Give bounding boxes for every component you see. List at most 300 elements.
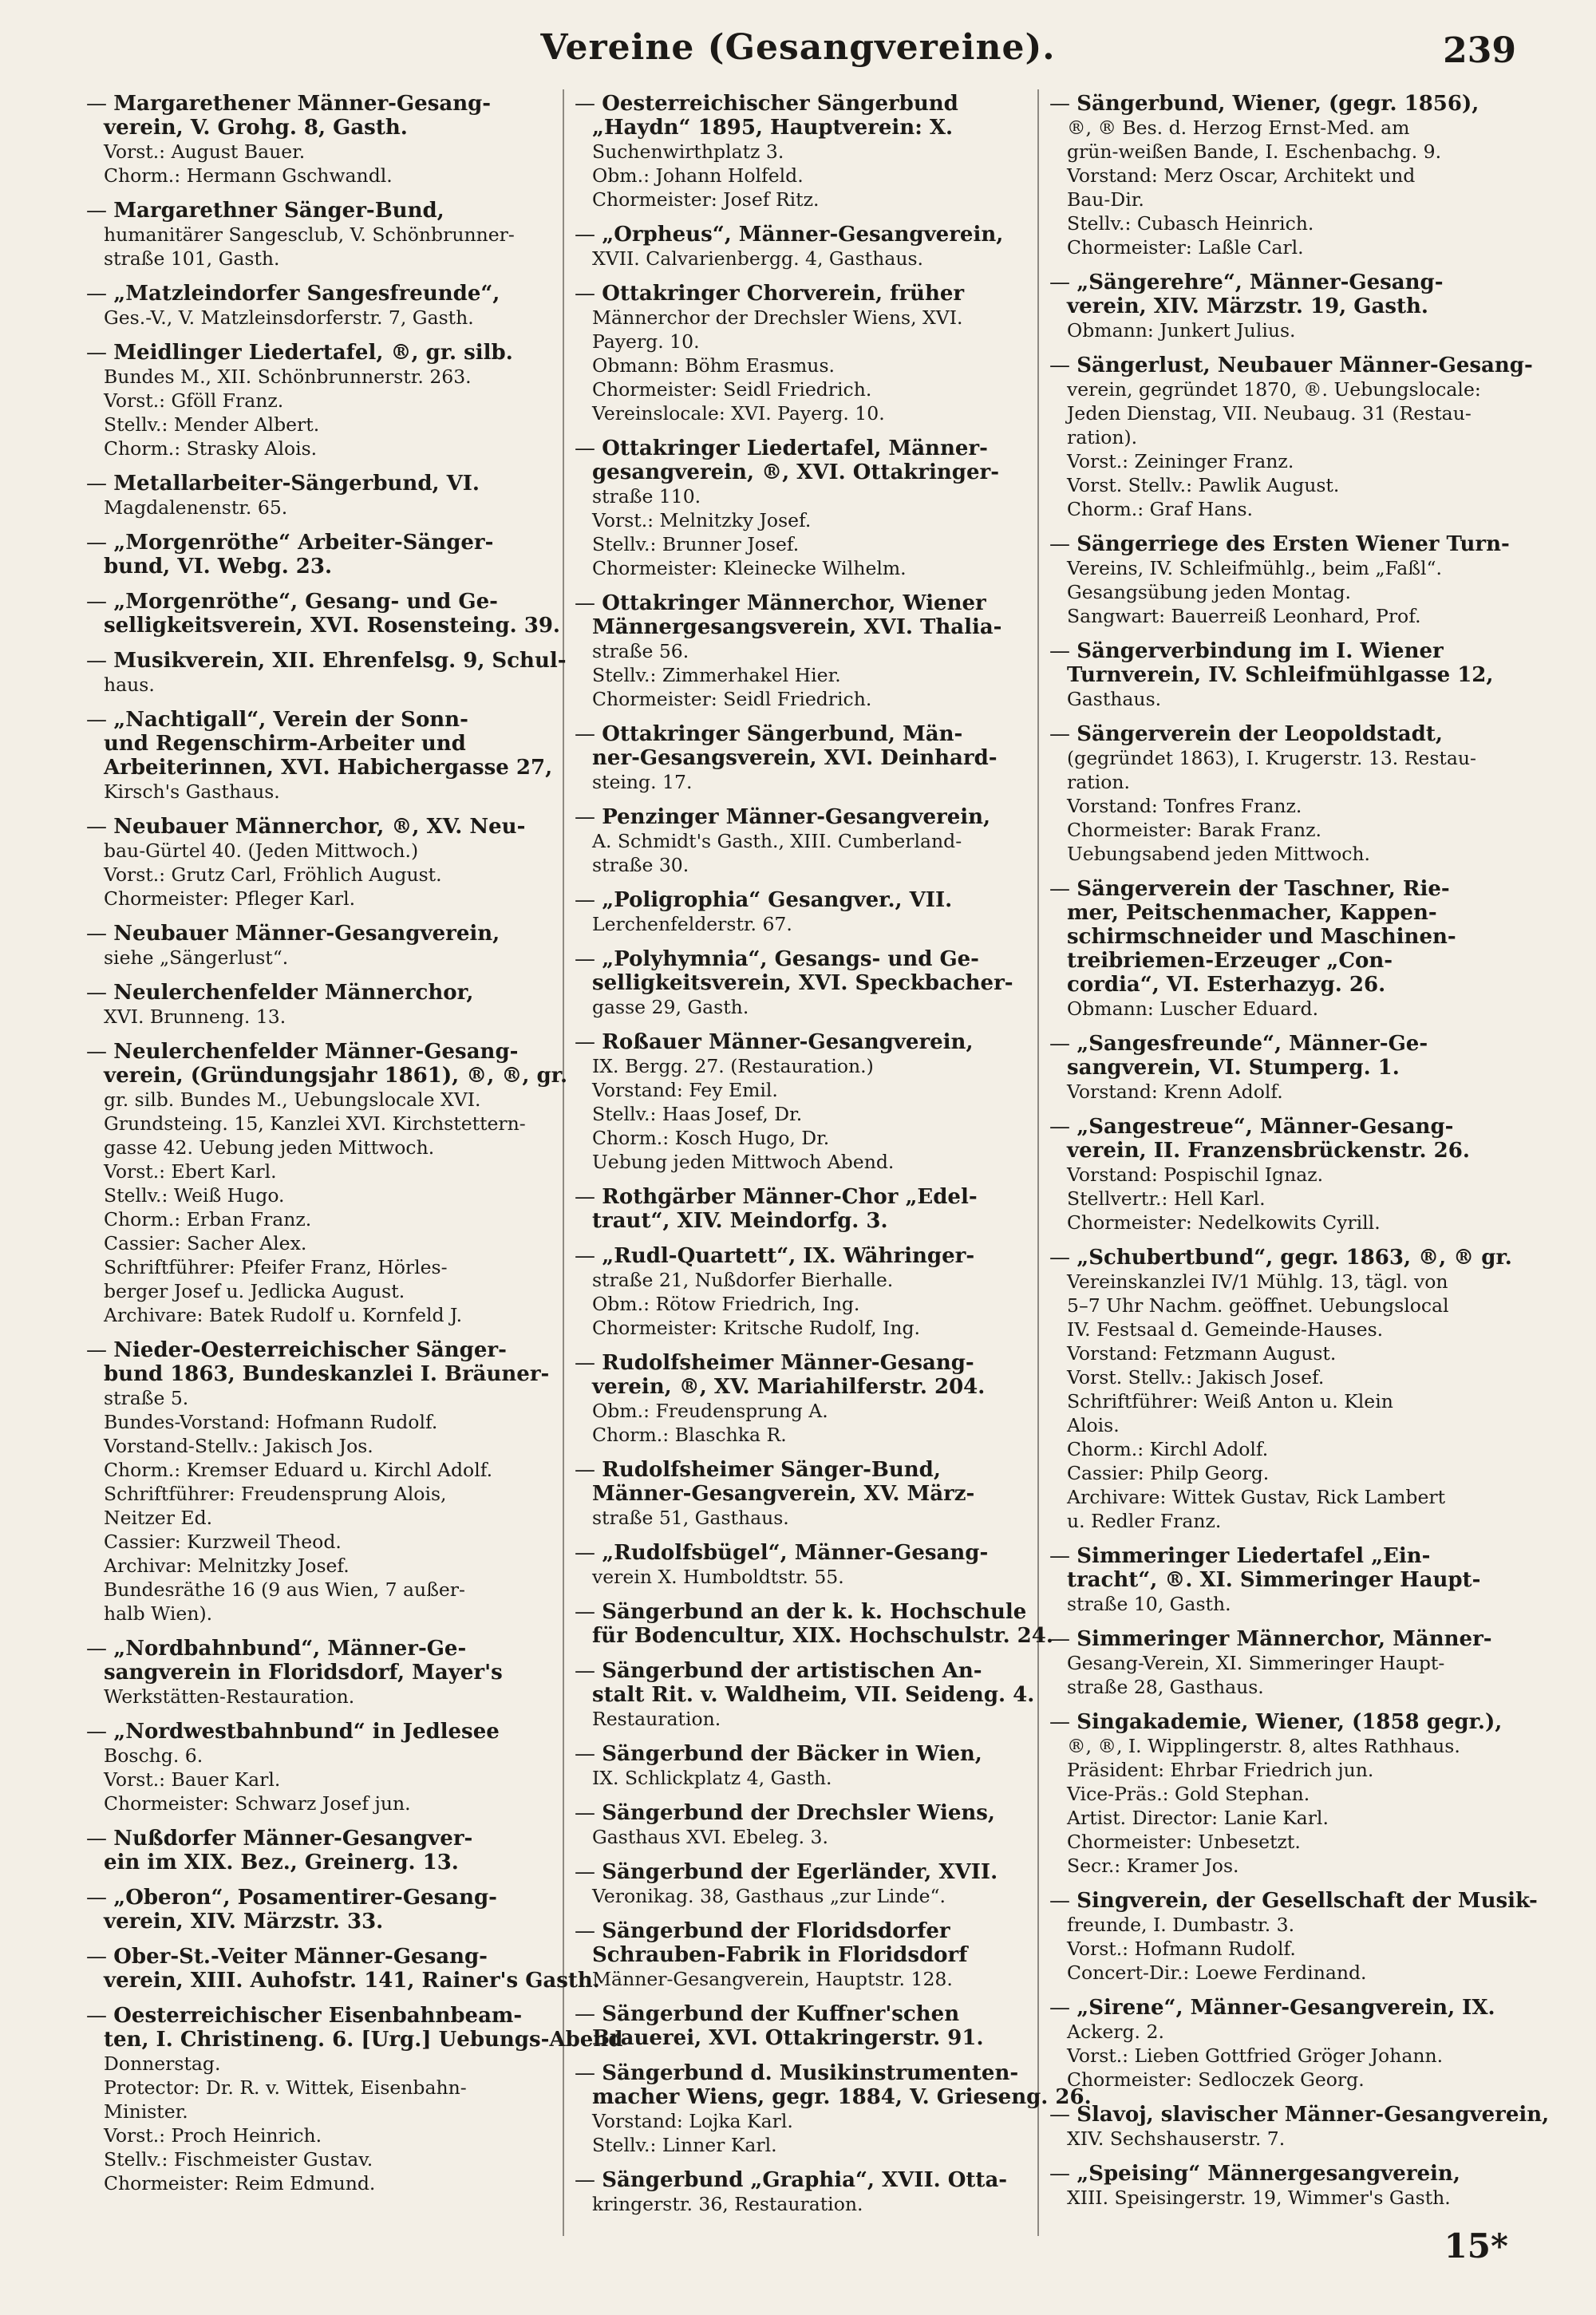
entry-detail: verein, II. Franzensbrückenstr. 26.: [1067, 1139, 1470, 1163]
directory-entry: [575, 1659, 1053, 1731]
entry-detail: verein, XIV. Märzstr. 19, Gasth.: [1067, 294, 1428, 318]
entry-name: — Sängerverbindung im I. Wiener: [1067, 639, 1528, 663]
entry-detail: Ackerg. 2.: [1067, 2021, 1164, 2043]
entry-detail: Vereins, IV. Schleifmühlg., beim „Faßl“.: [1067, 557, 1442, 579]
directory-entry: [575, 437, 1053, 580]
entry-detail: u. Redler Franz.: [1067, 1510, 1222, 1532]
entry-detail: Archivar: Melnitzky Josef.: [104, 1555, 350, 1577]
entry-name: — Rothgärber Männer-Chor „Edel-: [592, 1185, 1053, 1209]
entry-detail: Archivare: Batek Rudolf u. Kornfeld J.: [104, 1304, 463, 1326]
entry-detail: stalt Rit. v. Waldheim, VII. Seideng. 4.: [592, 1683, 1035, 1707]
directory-entry: [575, 722, 1053, 794]
entry-detail: „Haydn“ 1895, Hauptverein: X.: [592, 116, 954, 140]
entry-detail: Stellv.: Fischmeister Gustav.: [104, 2148, 373, 2171]
entry-detail: Vorstand: Krenn Adolf.: [1067, 1080, 1283, 1103]
directory-entry: [1049, 1627, 1528, 1699]
entry-detail: Donnerstag.: [104, 2052, 221, 2075]
entry-name: — Sängerriege des Ersten Wiener Turn-: [1067, 532, 1528, 556]
entry-detail: bau-Gürtel 40. (Jeden Mittwoch.): [104, 839, 419, 862]
entry-detail: Artist. Director: Lanie Karl.: [1067, 1807, 1329, 1829]
entry-detail: bund 1863, Bundeskanzlei I. Bräuner-: [104, 1362, 550, 1386]
directory-entry: [86, 92, 565, 188]
directory-entry: [86, 981, 565, 1029]
entry-detail: Vorst. Stellv.: Jakisch Josef.: [1067, 1366, 1325, 1389]
column-right: [1049, 92, 1550, 2246]
entry-detail: Sangwart: Bauerreiß Leonhard, Prof.: [1067, 605, 1421, 627]
entry-name: — Nußdorfer Männer-Gesangver-: [104, 1827, 565, 1851]
entry-name: — Ottakringer Liedertafel, Männer-: [592, 437, 1053, 460]
entry-detail: Chormeister: Sedloczek Georg.: [1067, 2068, 1365, 2091]
entry-detail: Männer-Gesangverein, Hauptstr. 128.: [592, 1968, 953, 1990]
entry-detail: kringerstr. 36, Restauration.: [592, 2193, 863, 2215]
entry-detail: Vereinslocale: XVI. Payerg. 10.: [592, 402, 885, 425]
entry-detail: straße 101, Gasth.: [104, 247, 280, 270]
column-left: [86, 92, 623, 2246]
entry-detail: Chorm.: Blaschka R.: [592, 1424, 787, 1446]
entry-name: — „Sängerehre“, Männer-Gesang-: [1067, 271, 1528, 294]
entry-name: — Sängerverein der Taschner, Rie-: [1067, 877, 1528, 901]
entry-detail: Chormeister: Unbesetzt.: [1067, 1831, 1301, 1853]
entry-detail: Magdalenenstr. 65.: [104, 496, 288, 519]
entry-detail: Männerchor der Drechsler Wiens, XVI.: [592, 306, 963, 329]
entry-detail: Cassier: Sacher Alex.: [104, 1232, 307, 1254]
entry-name: — Ottakringer Chorverein, früher: [592, 282, 1053, 306]
entry-detail: Vorst.: Zeininger Franz.: [1067, 450, 1294, 472]
entry-detail: verein, XIII. Auhofstr. 141, Rainer's Gasth.: [104, 1969, 600, 1993]
entry-detail: Brauerei, XVI. Ottakringerstr. 91.: [592, 2026, 984, 2050]
entry-detail: verein, gegründet 1870, ®. Uebungslocale:: [1067, 378, 1481, 401]
entry-detail: IV. Festsaal d. Gemeinde-Hauses.: [1067, 1318, 1384, 1341]
directory-entry: [575, 591, 1053, 711]
directory-entry: [575, 2168, 1053, 2216]
entry-name: — Sängerbund der Drechsler Wiens,: [592, 1801, 1053, 1825]
entry-detail: cordia“, VI. Esterhazyg. 26.: [1067, 973, 1386, 997]
entry-detail: Bau-Dir.: [1067, 188, 1144, 211]
directory-entry: [86, 2004, 623, 2195]
directory-entry: [1049, 92, 1528, 259]
entry-name: — „Orpheus“, Männer-Gesangverein,: [592, 223, 1053, 247]
entry-detail: Schriftführer: Pfeifer Franz, Hörles-: [104, 1256, 448, 1278]
entry-detail: Vorstand: Lojka Karl.: [592, 2110, 793, 2132]
entry-detail: Arbeiterinnen, XVI. Habichergasse 27,: [104, 756, 553, 780]
entry-detail: Bundes-Vorstand: Hofmann Rudolf.: [104, 1411, 438, 1433]
entry-detail: Vorst.: Hofmann Rudolf.: [1067, 1938, 1296, 1960]
entry-detail: verein, ®, XV. Mariahilferstr. 204.: [592, 1375, 986, 1399]
entry-detail: Obmann: Luscher Eduard.: [1067, 998, 1319, 1020]
entry-detail: Vorst. Stellv.: Pawlik August.: [1067, 474, 1340, 496]
entry-name: — „Nordbahnbund“, Männer-Ge-: [104, 1637, 565, 1661]
entry-detail: Restauration.: [592, 1708, 721, 1730]
directory-entry: [575, 1742, 1053, 1790]
entry-detail: steing. 17.: [592, 771, 693, 793]
entry-detail: Chormeister: Barak Franz.: [1067, 819, 1322, 841]
directory-entry: [575, 1351, 1053, 1447]
entry-detail: Gesang-Verein, XI. Simmeringer Haupt-: [1067, 1652, 1445, 1674]
directory-entry: [575, 1244, 1053, 1340]
entry-name: — Ottakringer Männerchor, Wiener: [592, 591, 1053, 615]
entry-detail: XVII. Calvarienbergg. 4, Gasthaus.: [592, 247, 923, 270]
directory-entry: [86, 649, 565, 697]
entry-detail: Stellv.: Haas Josef, Dr.: [592, 1103, 803, 1125]
entry-detail: Kirsch's Gasthaus.: [104, 780, 280, 803]
entry-name: — Sängerlust, Neubauer Männer-Gesang-: [1067, 354, 1528, 377]
directory-entry: [1049, 722, 1528, 866]
directory-entry: [1049, 1032, 1528, 1104]
entry-detail: ten, I. Christineng. 6. [Urg.] Uebungs-Abend: [104, 2028, 623, 2052]
entry-detail: straße 30.: [592, 854, 689, 876]
entry-detail: IX. Schlickplatz 4, Gasth.: [592, 1767, 832, 1789]
entry-detail: Grundsteing. 15, Kanzlei XVI. Kirchstettern-: [104, 1112, 526, 1135]
entry-detail: siehe „Sängerlust“.: [104, 946, 289, 969]
entry-name: — „Sirene“, Männer-Gesangverein, IX.: [1067, 1996, 1528, 2020]
entry-detail: Vorst.: Gföll Franz.: [104, 389, 284, 412]
entry-detail: Obm.: Rötow Friedrich, Ing.: [592, 1293, 860, 1315]
entry-detail: bund, VI. Webg. 23.: [104, 555, 333, 579]
entry-detail: Chormeister: Kleinecke Wilhelm.: [592, 557, 907, 579]
entry-name: — Neulerchenfelder Männerchor,: [104, 981, 565, 1005]
entry-name: — Sängerbund „Graphia“, XVII. Otta-: [592, 2168, 1053, 2192]
directory-entry: [575, 2061, 1092, 2157]
entry-detail: selligkeitsverein, XVI. Speckbacher-: [592, 971, 1013, 995]
entry-detail: Vorstand-Stellv.: Jakisch Jos.: [104, 1435, 373, 1457]
entry-detail: Bundes M., XII. Schönbrunnerstr. 263.: [104, 365, 472, 388]
entry-name: — Sängerbund an der k. k. Hochschule: [592, 1600, 1053, 1624]
directory-entry: [575, 805, 1053, 877]
entry-detail: berger Josef u. Jedlicka August.: [104, 1280, 405, 1302]
entry-name: — Rudolfsheimer Männer-Gesang-: [592, 1351, 1053, 1375]
entry-detail: gasse 29, Gasth.: [592, 996, 749, 1018]
entry-detail: Stellv.: Zimmerhakel Hier.: [592, 664, 841, 686]
entry-name: — „Rudl-Quartett“, IX. Währinger-: [592, 1244, 1053, 1268]
entry-name: — „Rudolfsbügel“, Männer-Gesang-: [592, 1541, 1053, 1565]
entry-detail: Uebung jeden Mittwoch Abend.: [592, 1151, 895, 1173]
page-number: 239: [1443, 30, 1516, 71]
directory-entry: [86, 199, 565, 271]
directory-entry: [1049, 1246, 1528, 1533]
directory-entry: [86, 341, 565, 460]
directory-entry: [86, 1720, 565, 1815]
directory-entry: [575, 1860, 1053, 1908]
entry-detail: Chormeister: Kritsche Rudolf, Ing.: [592, 1317, 920, 1339]
directory-entry: [575, 92, 1053, 211]
entry-name: — Sängerbund der Floridsdorfer: [592, 1919, 1053, 1943]
entry-detail: Stellv.: Cubasch Heinrich.: [1067, 212, 1314, 235]
entry-name: — „Oberon“, Posamentirer-Gesang-: [104, 1886, 565, 1910]
directory-entry: [86, 531, 565, 579]
entry-detail: halb Wien).: [104, 1602, 213, 1625]
directory-entry: [86, 282, 565, 330]
entry-detail: haus.: [104, 674, 155, 696]
entry-name: — Simmeringer Liedertafel „Ein-: [1067, 1544, 1528, 1568]
entry-name: — Sängerbund der Bäcker in Wien,: [592, 1742, 1053, 1766]
entry-detail: Chormeister: Laßle Carl.: [1067, 236, 1304, 259]
entry-detail: Vorst.: Bauer Karl.: [104, 1768, 281, 1791]
entry-detail: Chorm.: Hermann Gschwandl.: [104, 164, 393, 187]
entry-detail: Stellv.: Brunner Josef.: [592, 533, 800, 555]
entry-detail: straße 5.: [104, 1387, 189, 1409]
entry-detail: für Bodencultur, XIX. Hochschulstr. 24.: [592, 1624, 1053, 1648]
entry-detail: ration.: [1067, 771, 1130, 793]
directory-entry: [86, 590, 565, 638]
entry-name: — Sängerbund der Egerländer, XVII.: [592, 1860, 1053, 1884]
entry-detail: ner-Gesangsverein, XVI. Deinhard-: [592, 746, 998, 770]
entry-detail: selligkeitsverein, XVI. Rosensteing. 39.: [104, 614, 560, 638]
entry-name: — „Morgenröthe“, Gesang- und Ge-: [104, 590, 565, 614]
entry-name: — Metallarbeiter-Sängerbund, VI.: [104, 472, 565, 496]
directory-entry: [1049, 2162, 1528, 2210]
entry-detail: tracht“, ®. XI. Simmeringer Haupt-: [1067, 1568, 1481, 1592]
entry-name: — „Matzleindorfer Sangesfreunde“,: [104, 282, 565, 306]
directory-entry: [86, 1040, 568, 1327]
entry-name: — „Sangesfreunde“, Männer-Ge-: [1067, 1032, 1528, 1056]
entry-name: — „Morgenröthe“ Arbeiter-Sänger-: [104, 531, 565, 555]
entry-detail: gr. silb. Bundes M., Uebungslocale XVI.: [104, 1088, 481, 1111]
entry-detail: (gegründet 1863), I. Krugerstr. 13. Restau-: [1067, 747, 1476, 769]
entry-name: — „Nordwestbahnbund“ in Jedlesee: [104, 1720, 565, 1744]
entry-name: — Penzinger Männer-Gesangverein,: [592, 805, 1053, 829]
entry-detail: Boschg. 6.: [104, 1744, 203, 1767]
directory-entry: [1049, 1115, 1528, 1235]
directory-entry: [86, 1637, 565, 1709]
column-middle: [575, 92, 1092, 2246]
entry-detail: gesangverein, ®, XVI. Ottakringer-: [592, 460, 999, 484]
entry-detail: Chorm.: Erban Franz.: [104, 1208, 312, 1231]
directory-entry: [86, 1886, 565, 1934]
entry-name: — Neulerchenfelder Männer-Gesang-: [104, 1040, 565, 1064]
entry-detail: humanitärer Sangesclub, V. Schönbrunner-: [104, 223, 515, 246]
entry-detail: Obm.: Freudensprung A.: [592, 1400, 828, 1422]
entry-name: — Rudolfsheimer Sänger-Bund,: [592, 1458, 1053, 1482]
entry-detail: Vorst.: Lieben Gottfried Gröger Johann.: [1067, 2044, 1444, 2067]
entry-detail: verein, XIV. Märzstr. 33.: [104, 1910, 384, 1934]
entry-detail: Obm.: Johann Holfeld.: [592, 164, 804, 187]
entry-name: — „Schubertbund“, gegr. 1863, ®, ® gr.: [1067, 1246, 1528, 1270]
entry-name: — Ober-St.-Veiter Männer-Gesang-: [104, 1945, 565, 1969]
entry-detail: Chormeister: Reim Edmund.: [104, 2172, 376, 2195]
entry-detail: Lerchenfelderstr. 67.: [592, 913, 792, 935]
entry-detail: Chormeister: Pfleger Karl.: [104, 887, 356, 910]
entry-detail: Obmann: Böhm Erasmus.: [592, 354, 835, 377]
entry-detail: Stellv.: Linner Karl.: [592, 2134, 777, 2156]
entry-name: — Slavoj, slavischer Männer-Gesangverein,: [1067, 2103, 1528, 2127]
entry-detail: straße 28, Gasthaus.: [1067, 1676, 1264, 1698]
entry-detail: sangverein in Floridsdorf, Mayer's: [104, 1661, 503, 1685]
page-title: Vereine (Gesangvereine).: [540, 27, 1056, 68]
entry-name: — Neubauer Männerchor, ®, XV. Neu-: [104, 815, 565, 839]
entry-name: — Margarethener Männer-Gesang-: [104, 92, 565, 116]
entry-name: — „Sangestreue“, Männer-Gesang-: [1067, 1115, 1528, 1139]
entry-detail: Cassier: Philp Georg.: [1067, 1462, 1270, 1484]
entry-detail: Gasthaus XVI. Ebeleg. 3.: [592, 1826, 828, 1848]
entry-detail: Vice-Präs.: Gold Stephan.: [1067, 1783, 1310, 1805]
entry-detail: straße 21, Nußdorfer Bierhalle.: [592, 1269, 894, 1291]
entry-name: — „Poligrophia“ Gesangver., VII.: [592, 888, 1053, 912]
entry-detail: Chormeister: Josef Ritz.: [592, 188, 820, 211]
entry-name: — Sängerbund d. Musikinstrumenten-: [592, 2061, 1053, 2085]
entry-detail: straße 51, Gasthaus.: [592, 1507, 789, 1529]
entry-detail: Neitzer Ed.: [104, 1507, 213, 1529]
entry-detail: Stellv.: Weiß Hugo.: [104, 1184, 285, 1207]
directory-entry: [1049, 532, 1528, 628]
entry-detail: Chorm.: Strasky Alois.: [104, 437, 318, 460]
entry-detail: macher Wiens, gegr. 1884, V. Grieseng. 26.: [592, 2085, 1092, 2109]
directory-entry: [1049, 1710, 1528, 1878]
entry-detail: Männergesangsverein, XVI. Thalia-: [592, 615, 1002, 639]
directory-entry: [86, 1945, 600, 1993]
entry-detail: straße 56.: [592, 640, 689, 662]
entry-detail: Suchenwirthplatz 3.: [592, 140, 784, 163]
entry-name: — Sängerverein der Leopoldstadt,: [1067, 722, 1528, 746]
signature-mark: 15*: [1444, 2226, 1508, 2266]
directory-entry: [1049, 1544, 1528, 1616]
entry-name: — Oesterreichischer Eisenbahnbeam-: [104, 2004, 565, 2028]
entry-detail: Ges.-V., V. Matzleinsdorferstr. 7, Gasth.: [104, 306, 474, 329]
directory-entry: [575, 1030, 1053, 1174]
directory-entry: [1049, 639, 1528, 711]
entry-detail: Vorstand: Merz Oscar, Architekt und: [1067, 164, 1416, 187]
entry-detail: Vorstand: Tonfres Franz.: [1067, 795, 1302, 817]
entry-name: — Neubauer Männer-Gesangverein,: [104, 922, 565, 946]
entry-detail: Chormeister: Seidl Friedrich.: [592, 378, 872, 401]
directory-entry: [575, 1185, 1053, 1233]
directory-entry: [575, 2002, 1053, 2050]
entry-detail: Minister.: [104, 2100, 188, 2123]
entry-detail: verein, V. Grohg. 8, Gasth.: [104, 116, 408, 140]
entry-detail: Vorst.: August Bauer.: [104, 140, 306, 163]
entry-name: — Nieder-Oesterreichischer Sänger-: [104, 1338, 565, 1362]
entry-detail: XIV. Sechshauserstr. 7.: [1067, 2127, 1286, 2150]
entry-detail: ®, ®, I. Wipplingerstr. 8, altes Rathhaus.: [1067, 1735, 1460, 1757]
directory-entry: [575, 223, 1053, 271]
entry-detail: Werkstätten-Restauration.: [104, 1685, 355, 1708]
entry-detail: freunde, I. Dumbastr. 3.: [1067, 1914, 1295, 1936]
directory-entry: [1049, 1889, 1538, 1985]
entry-detail: Chorm.: Kosch Hugo, Dr.: [592, 1127, 830, 1149]
entry-detail: Payerg. 10.: [592, 330, 700, 353]
entry-detail: sangverein, VI. Stumperg. 1.: [1067, 1056, 1400, 1080]
entry-detail: Chormeister: Seidl Friedrich.: [592, 688, 872, 710]
entry-detail: Vorstand: Pospischil Ignaz.: [1067, 1163, 1324, 1186]
entry-detail: mer, Peitschenmacher, Kappen-: [1067, 901, 1437, 925]
entry-detail: Vorst.: Grutz Carl, Fröhlich August.: [104, 863, 442, 886]
entry-name: — Sängerbund der artistischen An-: [592, 1659, 1053, 1683]
directory-entry: [86, 815, 565, 911]
entry-detail: XIII. Speisingerstr. 19, Wimmer's Gasth.: [1067, 2187, 1451, 2209]
entry-detail: Vorst.: Ebert Karl.: [104, 1160, 277, 1183]
entry-detail: ®, ® Bes. d. Herzog Ernst-Med. am: [1067, 117, 1410, 139]
entry-detail: ein im XIX. Bez., Greinerg. 13.: [104, 1851, 459, 1875]
entry-detail: Chormeister: Schwarz Josef jun.: [104, 1792, 411, 1815]
directory-entry: [575, 1919, 1053, 1991]
entry-detail: Chormeister: Nedelkowits Cyrill.: [1067, 1211, 1381, 1234]
entry-detail: Gasthaus.: [1067, 688, 1162, 710]
entry-name: — Singverein, der Gesellschaft der Musik-: [1067, 1889, 1528, 1913]
directory-entry: [1049, 1996, 1528, 2092]
entry-detail: verein, (Gründungsjahr 1861), ®, ®, gr.: [104, 1064, 568, 1088]
directory-entry: [575, 1458, 1053, 1530]
directory-entry: [86, 472, 565, 519]
entry-detail: Schriftführer: Weiß Anton u. Klein: [1067, 1390, 1393, 1412]
directory-entry: [86, 708, 565, 804]
entry-name: — Singakademie, Wiener, (1858 gegr.),: [1067, 1710, 1528, 1734]
entry-detail: treibriemen-Erzeuger „Con-: [1067, 949, 1393, 973]
entry-detail: traut“, XIV. Meindorfg. 3.: [592, 1209, 888, 1233]
entry-detail: Präsident: Ehrbar Friedrich jun.: [1067, 1759, 1374, 1781]
entry-name: — Meidlinger Liedertafel, ®, gr. silb.: [104, 341, 565, 365]
entry-detail: Vorstand: Fey Emil.: [592, 1079, 778, 1101]
entry-detail: Chorm.: Graf Hans.: [1067, 498, 1253, 520]
entry-detail: Alois.: [1067, 1414, 1120, 1436]
entry-detail: Chorm.: Kremser Eduard u. Kirchl Adolf.: [104, 1459, 493, 1481]
entry-name: — „Nachtigall“, Verein der Sonn-: [104, 708, 565, 732]
entry-name: — Oesterreichischer Sängerbund: [592, 92, 1053, 116]
entry-detail: Vereinskanzlei IV/1 Mühlg. 13, tägl. von: [1067, 1270, 1448, 1293]
directory-entry: [1049, 877, 1528, 1021]
directory-entry: [575, 1801, 1053, 1849]
directory-entry: [1049, 2103, 1550, 2151]
entry-detail: gasse 42. Uebung jeden Mittwoch.: [104, 1136, 435, 1159]
entry-name: — Roßauer Männer-Gesangverein,: [592, 1030, 1053, 1054]
directory-entry: [575, 1600, 1053, 1648]
entry-detail: Schriftführer: Freudensprung Alois,: [104, 1483, 447, 1505]
directory-entry: [575, 1541, 1053, 1589]
entry-name: — Sängerbund der Kuffner'schen: [592, 2002, 1053, 2026]
entry-detail: Obmann: Junkert Julius.: [1067, 319, 1296, 342]
entry-detail: Cassier: Kurzweil Theod.: [104, 1531, 342, 1553]
entry-detail: Vorst.: Proch Heinrich.: [104, 2124, 322, 2147]
entry-detail: Chorm.: Kirchl Adolf.: [1067, 1438, 1269, 1460]
directory-entry: [575, 282, 1053, 425]
entry-detail: Vorst.: Melnitzky Josef.: [592, 509, 812, 531]
directory-entry: [575, 947, 1053, 1019]
entry-detail: Archivare: Wittek Gustav, Rick Lambert: [1067, 1486, 1446, 1508]
directory-entry: [1049, 354, 1533, 521]
directory-entry: [86, 1827, 565, 1875]
entry-detail: A. Schmidt's Gasth., XIII. Cumberland-: [592, 830, 962, 852]
entry-detail: Männer-Gesangverein, XV. März-: [592, 1482, 975, 1506]
entry-detail: Stellvertr.: Hell Karl.: [1067, 1187, 1266, 1210]
entry-name: — Simmeringer Männerchor, Männer-: [1067, 1627, 1528, 1651]
entry-detail: XVI. Brunneng. 13.: [104, 1005, 286, 1028]
entry-name: — Margarethner Sänger-Bund,: [104, 199, 565, 223]
entry-detail: Uebungsabend jeden Mittwoch.: [1067, 843, 1370, 865]
entry-detail: straße 110.: [592, 485, 701, 508]
entry-detail: grün-weißen Bande, I. Eschenbachg. 9.: [1067, 140, 1442, 163]
entry-name: — „Speising“ Männergesangverein,: [1067, 2162, 1528, 2186]
directory-entry: [86, 922, 565, 970]
entry-detail: Secr.: Kramer Jos.: [1067, 1855, 1239, 1877]
entry-name: — Musikverein, XII. Ehrenfelsg. 9, Schul-: [104, 649, 565, 673]
entry-detail: straße 10, Gasth.: [1067, 1593, 1231, 1615]
entry-detail: Turnverein, IV. Schleifmühlgasse 12,: [1067, 663, 1494, 687]
entry-detail: Jeden Dienstag, VII. Neubaug. 31 (Restau-: [1067, 402, 1472, 425]
entry-detail: und Regenschirm-Arbeiter und: [104, 732, 466, 756]
entry-detail: Stellv.: Mender Albert.: [104, 413, 320, 436]
directory-entry: [86, 1338, 565, 1626]
entry-detail: Concert-Dir.: Loewe Ferdinand.: [1067, 1961, 1367, 1984]
entry-detail: Veronikag. 38, Gasthaus „zur Linde“.: [592, 1885, 946, 1907]
entry-name: — „Polyhymnia“, Gesangs- und Ge-: [592, 947, 1053, 971]
entry-detail: 5–7 Uhr Nachm. geöffnet. Uebungslocal: [1067, 1294, 1449, 1317]
entry-detail: Gesangsübung jeden Montag.: [1067, 581, 1352, 603]
directory-entry: [575, 888, 1053, 936]
entry-detail: Protector: Dr. R. v. Wittek, Eisenbahn-: [104, 2076, 467, 2099]
entry-detail: Bundesräthe 16 (9 aus Wien, 7 außer-: [104, 1578, 465, 1601]
entry-detail: schirmschneider und Maschinen-: [1067, 925, 1456, 949]
entry-detail: Vorstand: Fetzmann August.: [1067, 1342, 1337, 1365]
entry-detail: ration).: [1067, 426, 1138, 448]
entry-name: — Ottakringer Sängerbund, Män-: [592, 722, 1053, 746]
